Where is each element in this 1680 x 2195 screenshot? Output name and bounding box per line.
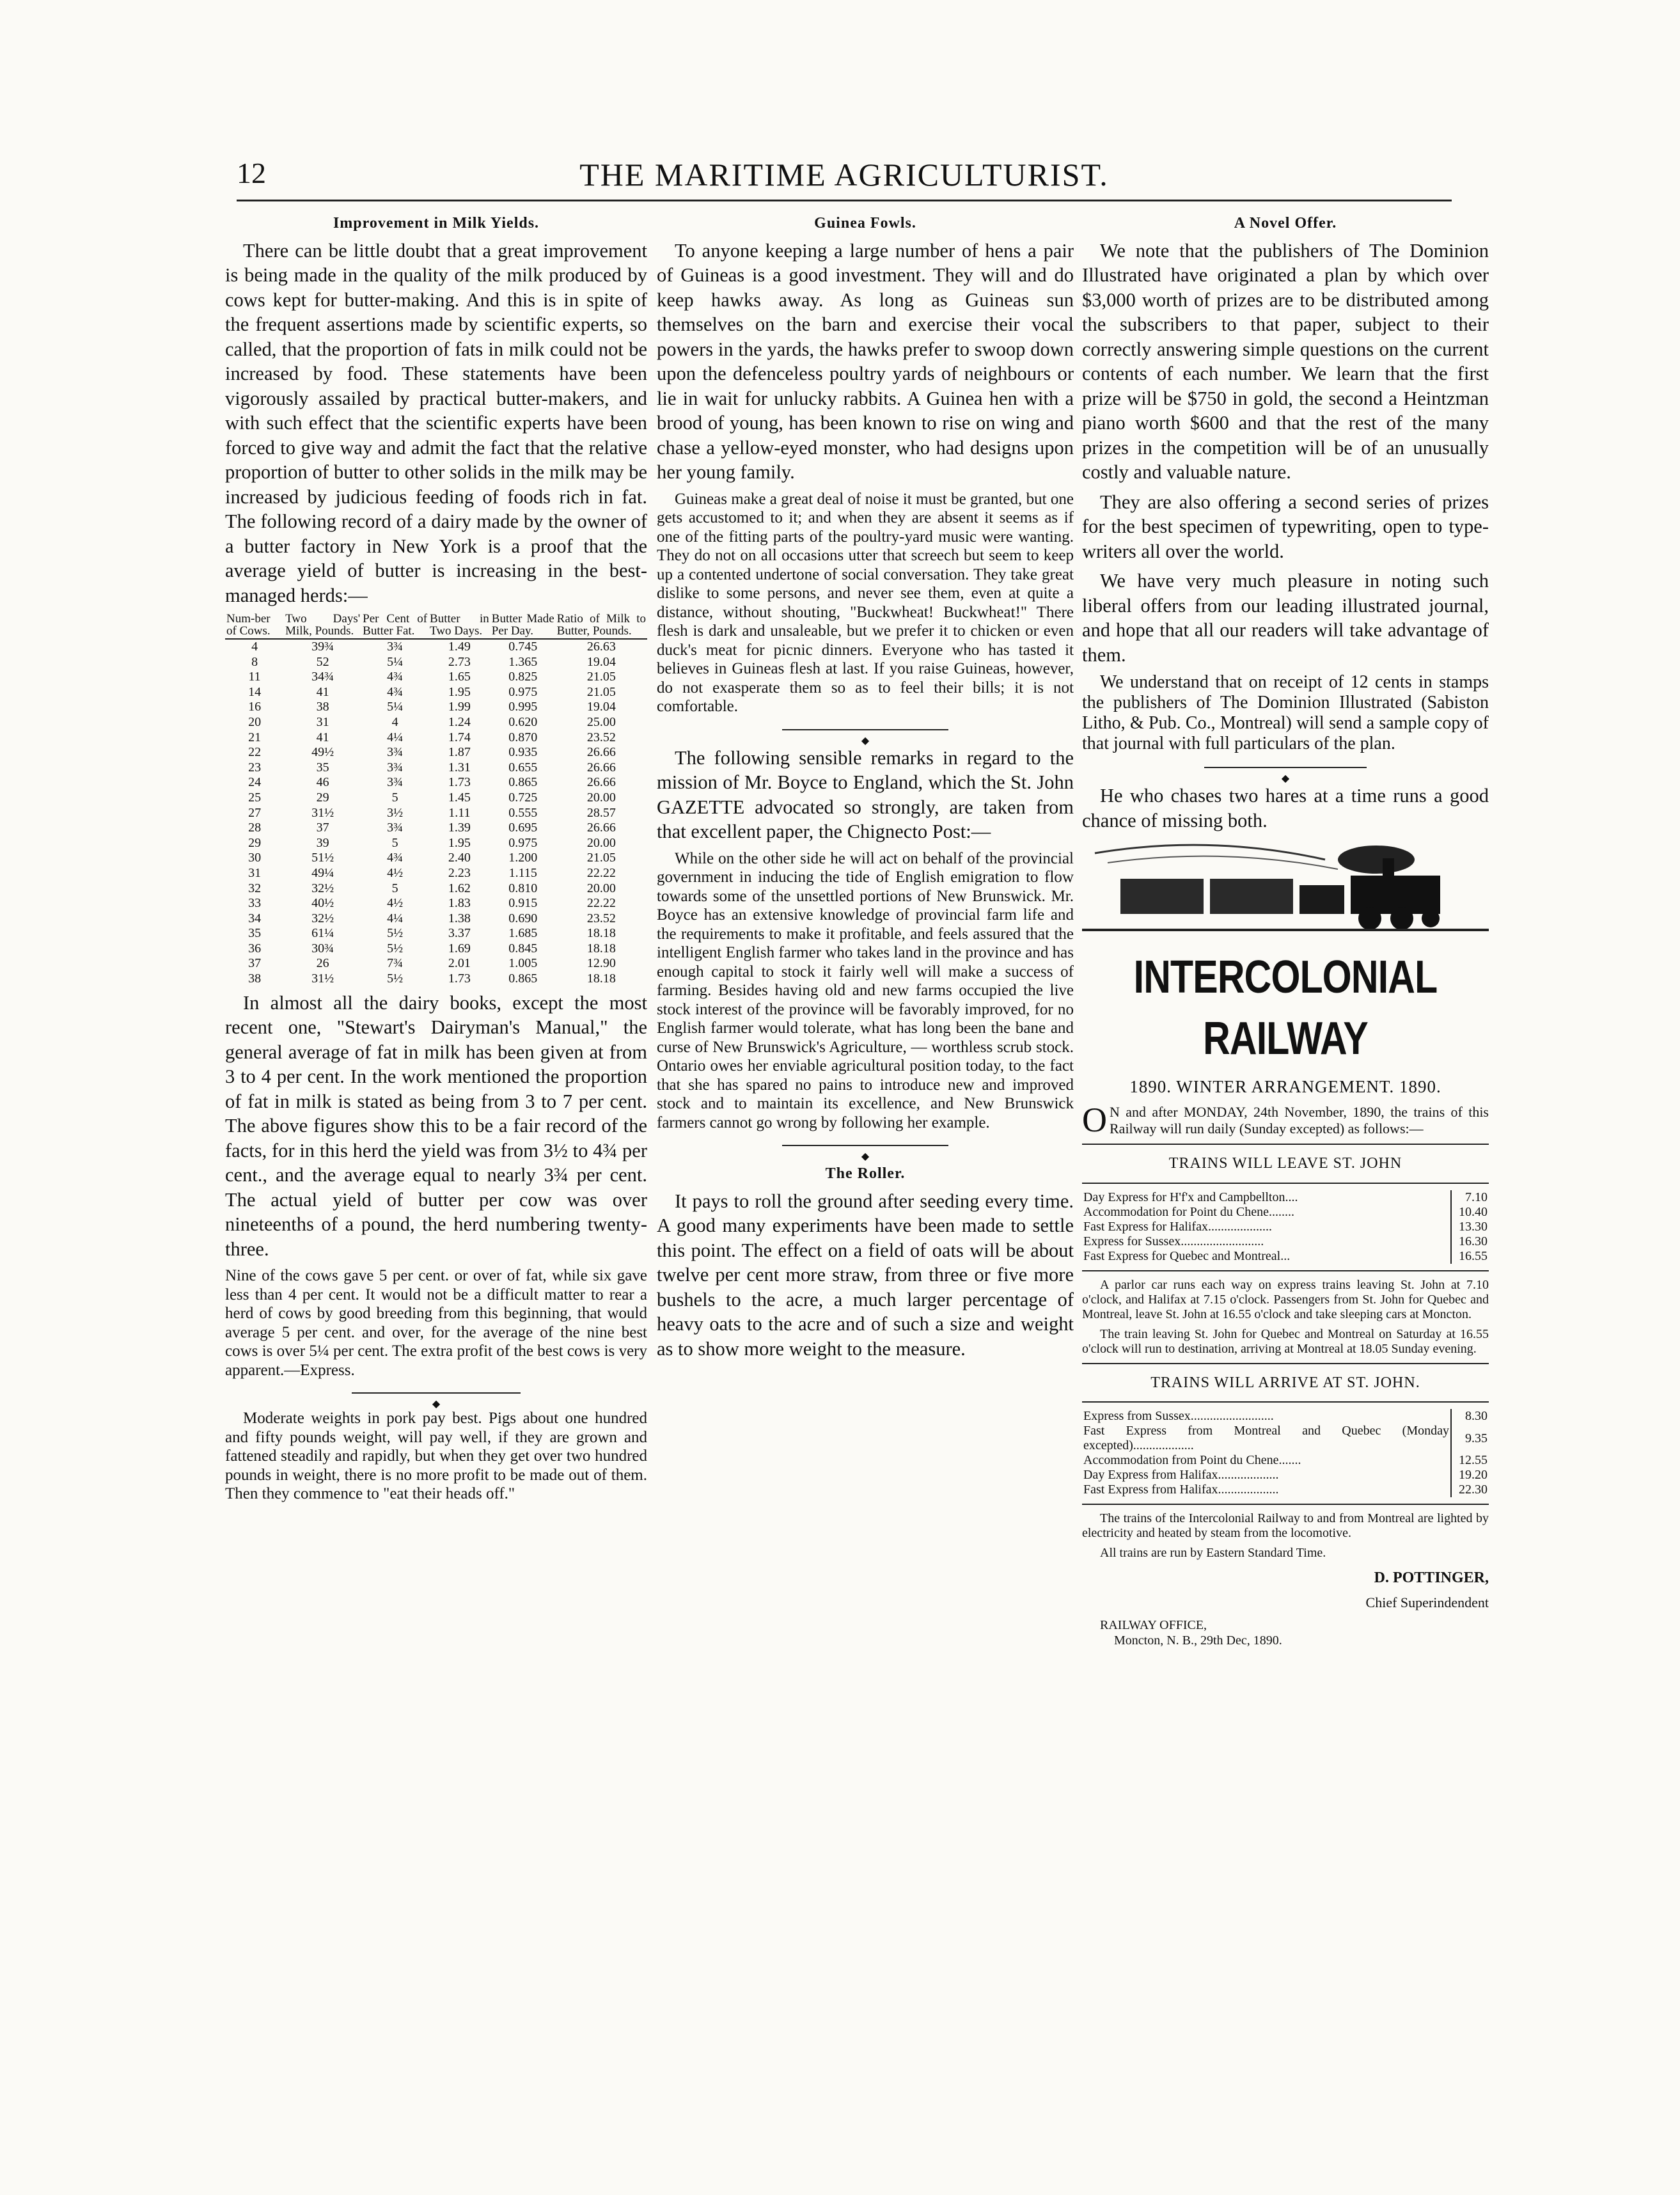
table-cell: 41 <box>316 730 329 744</box>
table-cell: 0.725 <box>508 790 538 805</box>
milk-paragraph-1: There can be little doubt that a great improvement is being made in the quality of the milk produced by cows kept for butter-making. And this is in spite of the frequent assertions made by scientific experts, so called, that the proportion of fats in milk could not be increased by food. These statements have been vigorously assailed by practical butter-makers, and with such effect that the scientific experts have been forced to give way and admit the fact that the relative proportion of butter to other solids in the milk may be increased by judicious feeding of foods rich in fat. The following record of a dairy made by the owner of a butter factory in New York is a proof that the average yield of butter is increasing in the best-managed herds:— <box>225 239 647 606</box>
table-cell: 1.69 <box>448 941 471 956</box>
table-row <box>225 700 647 715</box>
table-cell: 4¼ <box>387 730 404 744</box>
table-cell: 38 <box>316 700 329 714</box>
milk-table-header: Two Days' Milk, Pounds. <box>285 612 361 638</box>
passenger-car <box>1210 879 1293 914</box>
table-cell: 23.52 <box>586 911 616 925</box>
locomotive-illustration <box>1082 840 1489 936</box>
table-row <box>225 956 647 972</box>
table-row <box>225 715 647 730</box>
departure-row <box>1082 1249 1489 1264</box>
article-heading-guinea: Guinea Fowls. <box>814 215 916 232</box>
drop-cap: O <box>1082 1101 1107 1139</box>
milk-table-body <box>225 639 647 987</box>
table-cell: 0.915 <box>508 896 538 911</box>
table-cell: 5 <box>391 881 398 895</box>
milk-paragraph-3: Nine of the cows gave 5 per cent. or over of fat, while six gave less than 4 per cent. It would not be a difficult matter to rear a herd of cows by good breeding from this beginning, that would average 5 per cent. and over, for the average of the nine best cows is over 5¼ per cent. The extra profit of the best cows is very apparent.—Express. <box>225 1267 647 1379</box>
time-note: All trains are run by Eastern Standard Time. <box>1100 1546 1326 1560</box>
table-cell: 61¼ <box>311 926 334 941</box>
schedule-intro <box>1082 1101 1489 1139</box>
table-cell: 20 <box>248 714 262 729</box>
table-cell: 30 <box>248 851 262 865</box>
column-3 <box>1082 211 1489 1648</box>
table-cell: 34¾ <box>311 670 334 684</box>
table-cell: 32 <box>248 881 262 895</box>
table-row <box>225 791 647 806</box>
wheel <box>1390 907 1413 930</box>
table-cell: 41 <box>316 684 329 699</box>
table-cell: 51½ <box>311 851 334 865</box>
smokestack <box>1383 858 1394 877</box>
table-row <box>225 806 647 821</box>
table-cell: 29 <box>248 835 262 850</box>
table-cell: 4¼ <box>387 911 404 925</box>
table-cell: 5½ <box>387 941 404 956</box>
table-cell: 35 <box>316 760 329 775</box>
train-name: Fast Express for Halifax.................... <box>1083 1219 1272 1234</box>
train-time: 10.40 <box>1451 1205 1489 1220</box>
table-cell: 2.73 <box>448 654 471 669</box>
office-place: Moncton, N. B., 29th Dec, 1890. <box>1114 1633 1282 1648</box>
table-cell: 32½ <box>311 881 334 895</box>
table-cell: 1.95 <box>448 684 471 699</box>
schedule-intro-text: N and after MONDAY, 24th November, 1890, the trains of this Railway will run daily (Sunday excepted) as follows:— <box>1110 1104 1489 1137</box>
arrival-row <box>1082 1424 1489 1453</box>
table-cell: 27 <box>248 805 262 820</box>
table-cell: 0.810 <box>508 881 538 895</box>
train-time: 9.35 <box>1451 1424 1489 1453</box>
train-time: 12.55 <box>1451 1453 1489 1468</box>
table-row <box>225 911 647 927</box>
table-cell: 3¾ <box>387 821 404 835</box>
train-time: 13.30 <box>1451 1220 1489 1234</box>
table-cell: 1.38 <box>448 911 471 925</box>
table-cell: 26.66 <box>586 745 616 760</box>
table-cell: 3¾ <box>387 760 404 775</box>
table-cell: 1.115 <box>508 865 537 880</box>
train-name: Accommodation from Point du Chene....... <box>1083 1453 1301 1467</box>
table-cell: 2.01 <box>448 956 471 971</box>
departures-table <box>1082 1190 1489 1264</box>
departure-row <box>1082 1205 1489 1220</box>
milk-yield-table <box>225 613 647 987</box>
table-cell: 7¾ <box>387 956 404 971</box>
pork-paragraph: Moderate weights in pork pay best. Pigs about one hundred and fifty pounds weight, will pay well, if they are grown and fattened steadily and rapidly, but when they get over two hundred pounds in weight, there is no more profit to be made out of them. Then they commence to "eat their heads off." <box>225 1410 647 1503</box>
table-cell: 4½ <box>387 896 404 911</box>
table-cell: 20.00 <box>586 790 616 805</box>
train-time: 7.10 <box>1451 1190 1489 1205</box>
table-cell: 3¾ <box>387 640 404 654</box>
section-divider <box>1082 763 1489 784</box>
train-name: Fast Express for Quebec and Montreal... <box>1083 1248 1291 1263</box>
arrivals-body <box>1082 1409 1489 1497</box>
table-cell: 25.00 <box>586 714 616 729</box>
saturday-note: The train leaving St. John for Quebec and Montreal on Saturday at 16.55 o'clock will run to destination, arriving at Montreal at 18.05 Sunday evening. <box>1082 1326 1489 1356</box>
table-cell: 32½ <box>311 911 334 925</box>
table-cell: 14 <box>248 684 262 699</box>
table-cell: 3¾ <box>387 775 404 790</box>
table-cell: 21 <box>248 730 262 744</box>
wheel <box>1358 907 1381 930</box>
table-cell: 22.22 <box>586 896 616 911</box>
office-address <box>1082 1617 1489 1648</box>
table-cell: 49½ <box>311 745 334 760</box>
table-cell: 4¾ <box>387 684 404 699</box>
smoke-cloud <box>1338 846 1415 874</box>
milk-table-header-row <box>225 613 647 639</box>
proverb-paragraph: He who chases two hares at a time runs a good chance of missing both. <box>1082 785 1489 831</box>
table-cell: 2.40 <box>448 851 471 865</box>
table-cell: 37 <box>316 821 329 835</box>
paper-title: THE MARITIME AGRICULTURIST. <box>579 157 1109 193</box>
signature-title: Chief Superindendent <box>1365 1594 1489 1610</box>
arrivals-table <box>1082 1409 1489 1497</box>
article-heading-offer: A Novel Offer. <box>1234 215 1337 232</box>
signature-name: D. POTTINGER, <box>1374 1570 1489 1586</box>
table-row <box>225 866 647 881</box>
milk-table-header: Ratio of Milk to Butter, Pounds. <box>556 612 646 638</box>
table-cell: 5¼ <box>387 654 404 669</box>
train-name: Fast Express from Montreal and Quebec (Monday excepted)................... <box>1083 1424 1449 1452</box>
table-row <box>225 926 647 941</box>
page-header <box>237 156 1452 201</box>
table-cell: 22 <box>248 745 262 760</box>
table-cell: 26.66 <box>586 760 616 775</box>
train-time: 19.20 <box>1451 1468 1489 1483</box>
table-cell: 0.975 <box>508 684 538 699</box>
column-2 <box>657 211 1074 1366</box>
table-cell: 1.73 <box>448 775 471 790</box>
table-cell: 3.37 <box>448 926 471 941</box>
table-cell: 0.865 <box>508 972 538 986</box>
table-row <box>225 730 647 746</box>
table-cell: 1.200 <box>508 851 538 865</box>
arrival-row <box>1082 1409 1489 1424</box>
table-cell: 0.745 <box>508 640 538 654</box>
table-cell: 5 <box>391 835 398 850</box>
arrive-heading: TRAINS WILL ARRIVE AT ST. JOHN. <box>1150 1374 1420 1391</box>
table-cell: 1.45 <box>448 790 471 805</box>
winter-arrangement: 1890. WINTER ARRANGEMENT. 1890. <box>1129 1076 1441 1096</box>
railway-title: INTERCOLONIAL RAILWAY <box>1133 951 1438 1064</box>
divider-ornament: ◆ <box>859 1151 872 1162</box>
table-cell: 21.05 <box>586 670 616 684</box>
article-heading-milk: Improvement in Milk Yields. <box>333 215 540 232</box>
arrival-row <box>1082 1468 1489 1483</box>
table-cell: 19.04 <box>586 654 616 669</box>
table-cell: 18.18 <box>586 972 616 986</box>
table-cell: 1.62 <box>448 881 471 895</box>
table-cell: 1.83 <box>448 896 471 911</box>
table-cell: 4¾ <box>387 670 404 684</box>
table-row <box>225 821 647 836</box>
table-cell: 39¾ <box>311 640 334 654</box>
table-cell: 23 <box>248 760 262 775</box>
locomotive-body <box>1351 876 1440 914</box>
table-cell: 31 <box>316 714 329 729</box>
table-cell: 1.39 <box>448 821 471 835</box>
tender-car <box>1299 885 1344 914</box>
table-cell: 26.63 <box>586 640 616 654</box>
table-cell: 20.00 <box>586 881 616 895</box>
table-cell: 25 <box>248 790 262 805</box>
table-cell: 28.57 <box>586 805 616 820</box>
table-cell: 1.99 <box>448 700 471 714</box>
table-cell: 16 <box>248 700 262 714</box>
table-cell: 29 <box>316 790 329 805</box>
milk-table-header: Butter Made Per Day. <box>491 612 554 638</box>
train-name: Accommodation for Point du Chene........ <box>1083 1204 1294 1219</box>
table-cell: 1.65 <box>448 670 471 684</box>
table-cell: 2.23 <box>448 865 471 880</box>
table-cell: 0.690 <box>508 911 538 925</box>
arrival-row <box>1082 1483 1489 1497</box>
milk-table-header: Per Cent of Butter Fat. <box>363 612 428 638</box>
table-cell: 4 <box>391 714 398 729</box>
table-row <box>225 745 647 760</box>
table-cell: 34 <box>248 911 262 925</box>
table-cell: 1.73 <box>448 972 471 986</box>
table-cell: 21.05 <box>586 684 616 699</box>
table-cell: 30¾ <box>311 941 334 956</box>
train-name: Day Express from Halifax................... <box>1083 1468 1279 1482</box>
section-divider <box>657 725 1074 746</box>
table-cell: 0.865 <box>508 775 538 790</box>
table-cell: 11 <box>248 670 261 684</box>
train-name: Express from Sussex.......................... <box>1083 1409 1274 1423</box>
table-cell: 12.90 <box>586 956 616 971</box>
table-cell: 26 <box>316 956 329 971</box>
table-cell: 0.870 <box>508 730 538 744</box>
table-row <box>225 685 647 700</box>
table-row <box>225 655 647 670</box>
schedule-rule <box>1082 1183 1489 1184</box>
table-cell: 40½ <box>311 896 334 911</box>
table-cell: 8 <box>251 654 258 669</box>
table-cell: 4 <box>251 640 258 654</box>
divider-ornament: ◆ <box>859 736 872 746</box>
table-cell: 39 <box>316 835 329 850</box>
table-cell: 5 <box>391 790 398 805</box>
leave-heading: TRAINS WILL LEAVE ST. JOHN <box>1168 1155 1402 1172</box>
section-divider <box>225 1389 647 1410</box>
table-cell: 4½ <box>387 865 404 880</box>
train-name: Day Express for H'f'x and Campbellton.... <box>1083 1190 1298 1204</box>
table-row <box>225 639 647 655</box>
table-cell: 0.935 <box>508 745 538 760</box>
table-cell: 19.04 <box>586 700 616 714</box>
divider-ornament: ◆ <box>430 1399 443 1410</box>
departures-body <box>1082 1190 1489 1264</box>
section-divider <box>657 1141 1074 1162</box>
office-label: RAILWAY OFFICE, <box>1100 1618 1207 1632</box>
table-cell: 0.620 <box>508 714 538 729</box>
train-time: 8.30 <box>1451 1409 1489 1424</box>
divider-ornament: ◆ <box>1279 773 1292 784</box>
table-row <box>225 941 647 957</box>
table-cell: 3¾ <box>387 745 404 760</box>
table-cell: 0.655 <box>508 760 538 775</box>
milk-paragraph-2: In almost all the dairy books, except the most recent one, "Stewart's Dairyman's Manual," the general average of fat in milk has been given at from 3 to 4 per cent. In the work mentioned the proportion of fat in milk is stated as being from 3 to 7 per cent. The above figures show this to be a fair record of the facts, for in this herd the yield was from 3½ to 4¾ per cent., and the average equal to nearly 3¾ per cent. The actual yield of butter per cow was over nineteenths of a pound, the herd numbering twenty-three. <box>225 991 647 1260</box>
train-time: 16.55 <box>1451 1249 1489 1264</box>
offer-paragraph-3: We have very much pleasure in noting such liberal offers from our leading illustrated journal, and hope that all our readers will take advantage of them. <box>1082 570 1489 666</box>
table-cell: 18.18 <box>586 926 616 941</box>
table-cell: 0.555 <box>508 805 538 820</box>
table-row <box>225 760 647 776</box>
table-cell: 20.00 <box>586 835 616 850</box>
schedule-rule <box>1082 1144 1489 1145</box>
table-cell: 1.685 <box>508 926 538 941</box>
departure-row <box>1082 1190 1489 1205</box>
table-cell: 52 <box>316 654 329 669</box>
table-cell: 36 <box>248 941 262 956</box>
table-cell: 31½ <box>311 972 334 986</box>
wheel <box>1422 909 1440 927</box>
table-cell: 49¼ <box>311 865 334 880</box>
table-cell: 1.87 <box>448 745 471 760</box>
table-cell: 31 <box>248 865 262 880</box>
parlor-car-note: A parlor car runs each way on express trains leaving St. John at 7.10 o'clock, and Halifax at 7.15 o'clock. Passengers from St. John for Quebec and Montreal, leave St. John at 16.55 o'clock and take sleeping cars at Moncton. <box>1082 1277 1489 1321</box>
page-number: 12 <box>237 157 266 189</box>
departure-row <box>1082 1234 1489 1249</box>
table-cell: 5¼ <box>387 700 404 714</box>
table-cell: 3½ <box>387 805 404 820</box>
train-name: Fast Express from Halifax................... <box>1083 1483 1279 1497</box>
offer-paragraph-1: We note that the publishers of The Dominion Illustrated have originated a plan by which over $3,000 worth of prizes are to be distributed among the subscribers to that paper, subject to their correctly answering simple questions on the current contents of each number. We learn that the first prize will be $750 in gold, the second a Heintzman piano worth $600 and that the rest of the many prizes in the competition will be of an unusually costly and valuable nature. <box>1082 239 1489 483</box>
departure-row <box>1082 1220 1489 1234</box>
table-cell: 18.18 <box>586 941 616 956</box>
table-cell: 21.05 <box>586 851 616 865</box>
table-cell: 23.52 <box>586 730 616 744</box>
table-cell: 26.66 <box>586 775 616 790</box>
table-row <box>225 836 647 851</box>
passenger-car <box>1120 879 1204 914</box>
table-cell: 1.005 <box>508 956 538 971</box>
table-row <box>225 972 647 987</box>
article-heading-roller: The Roller. <box>825 1165 906 1182</box>
table-row <box>225 670 647 685</box>
table-cell: 22.22 <box>586 865 616 880</box>
column-1 <box>225 211 647 1509</box>
table-cell: 46 <box>316 775 329 790</box>
table-cell: 1.24 <box>448 714 471 729</box>
lighting-note: The trains of the Intercolonial Railway to and from Montreal are lighted by electricity and heated by steam from the locomotive. <box>1082 1511 1489 1540</box>
milk-table-header: Num-ber of Cows. <box>225 613 284 639</box>
guinea-paragraph-2: Guineas make a great deal of noise it must be granted, but one gets accustomed to it; and when they are absent it seems as if one of the fitting parts of the poultry-yard music were wanting. They do not on all occasions utter that screech but seem to keep up a contented undertone of social conversation. They take great dislike to some persons, and never see them, even at quite a distance, without shouting, "Buckwheat! Buckwheat!" There flesh is dark and unsaleable, but we prefer it to chicken or even duck's meat for picnic dinners. Everyone who has tasted it believes in Guineas flesh at last. If you raise Guineas, however, do not exasperate them so as to feel their bills; it is not comfortable. <box>657 490 1074 715</box>
table-cell: 1.95 <box>448 835 471 850</box>
schedule-rule <box>1082 1363 1489 1364</box>
offer-paragraph-4: We understand that on receipt of 12 cents in stamps the publishers of The Dominion Illustrated (Sabiston Litho, & Pub. Co., Montreal) will send a sample copy of that journal with full particulars of the plan. <box>1082 672 1489 753</box>
table-cell: 35 <box>248 926 262 941</box>
table-cell: 4¾ <box>387 851 404 865</box>
table-cell: 33 <box>248 896 262 911</box>
table-row <box>225 851 647 866</box>
schedule-rule <box>1082 1270 1489 1271</box>
offer-paragraph-2: They are also offering a second series of prizes for the best specimen of typewriting, open to type-writers all over the world. <box>1082 491 1489 562</box>
schedule-rule <box>1082 1504 1489 1505</box>
table-cell: 1.49 <box>448 640 471 654</box>
table-cell: 5½ <box>387 926 404 941</box>
table-cell: 5½ <box>387 972 404 986</box>
table-cell: 28 <box>248 821 262 835</box>
table-cell: 1.365 <box>508 654 538 669</box>
table-row <box>225 896 647 911</box>
milk-table-header: Butter in Two Days. <box>430 612 489 638</box>
table-cell: 0.825 <box>508 670 538 684</box>
table-cell: 0.845 <box>508 941 538 956</box>
train-time: 16.30 <box>1451 1234 1489 1249</box>
table-cell: 1.31 <box>448 760 471 775</box>
table-cell: 1.74 <box>448 730 471 744</box>
table-cell: 0.975 <box>508 835 538 850</box>
guinea-paragraph-1: To anyone keeping a large number of hens a pair of Guineas is a good investment. They will and do keep hawks away. As long as Guineas sun themselves on the barn and exercise their vocal powers in the yards, the hawks prefer to swoop down upon the defenceless poultry yards of neighbours or lie in wait for unlucky rabbits. A Guinea hen with a brood of young, has been known to rise on wing and chase a yellow-eyed monster, who had designs upon her young family. <box>657 239 1074 483</box>
table-row <box>225 775 647 791</box>
table-cell: 0.995 <box>508 700 538 714</box>
table-cell: 0.695 <box>508 821 538 835</box>
roller-paragraph: It pays to roll the ground after seeding every time. A good many experiments have been made to settle this point. The effect on a field of oats will be about twelve per cent more straw, from three or five more bushels to the acre, a much larger percentage of heavy oats to the acre and of such a size and weight as to show more weight to the measure. <box>657 1190 1074 1360</box>
schedule-rule <box>1082 1401 1489 1403</box>
arrival-row <box>1082 1453 1489 1468</box>
table-cell: 38 <box>248 972 262 986</box>
train-time: 22.30 <box>1451 1483 1489 1497</box>
boyce-paragraph-2: While on the other side he will act on behalf of the provincial government in inducing the tide of English emigration to flow towards some of the unsettled portions of New Brunswick. Mr. Boyce has an extensive knowledge of provincial farm life and the requirements to make it profitable, and feels assured that the intelligent English farmer who takes land in the province and has enough capital to stock it fairly well will make a success of farming. Besides having old and new farms occupied the live stock interest of the province will be favorably improved, for no English farmer would tolerate, what has long been the bane and curse of New Brunswick's Agriculture, — worthless scrub stock. Ontario owes her enviable agricultural position today, to the fact that she has spared no pains to introduce new and improved stock and to maintain its excellence, and New Brunswick farmers cannot go wrong by following her example. <box>657 849 1074 1131</box>
table-cell: 37 <box>248 956 262 971</box>
train-name: Express for Sussex.......................... <box>1083 1234 1264 1248</box>
table-row <box>225 881 647 897</box>
header-rule <box>237 200 1452 201</box>
boyce-paragraph-1: The following sensible remarks in regard to the mission of Mr. Boyce to England, which the St. John GAZETTE advocated so strongly, are taken from that excellent paper, the Chignecto Post:— <box>657 746 1074 842</box>
table-cell: 31½ <box>311 805 334 820</box>
table-cell: 1.11 <box>448 805 471 820</box>
table-cell: 26.66 <box>586 821 616 835</box>
table-cell: 24 <box>248 775 262 790</box>
